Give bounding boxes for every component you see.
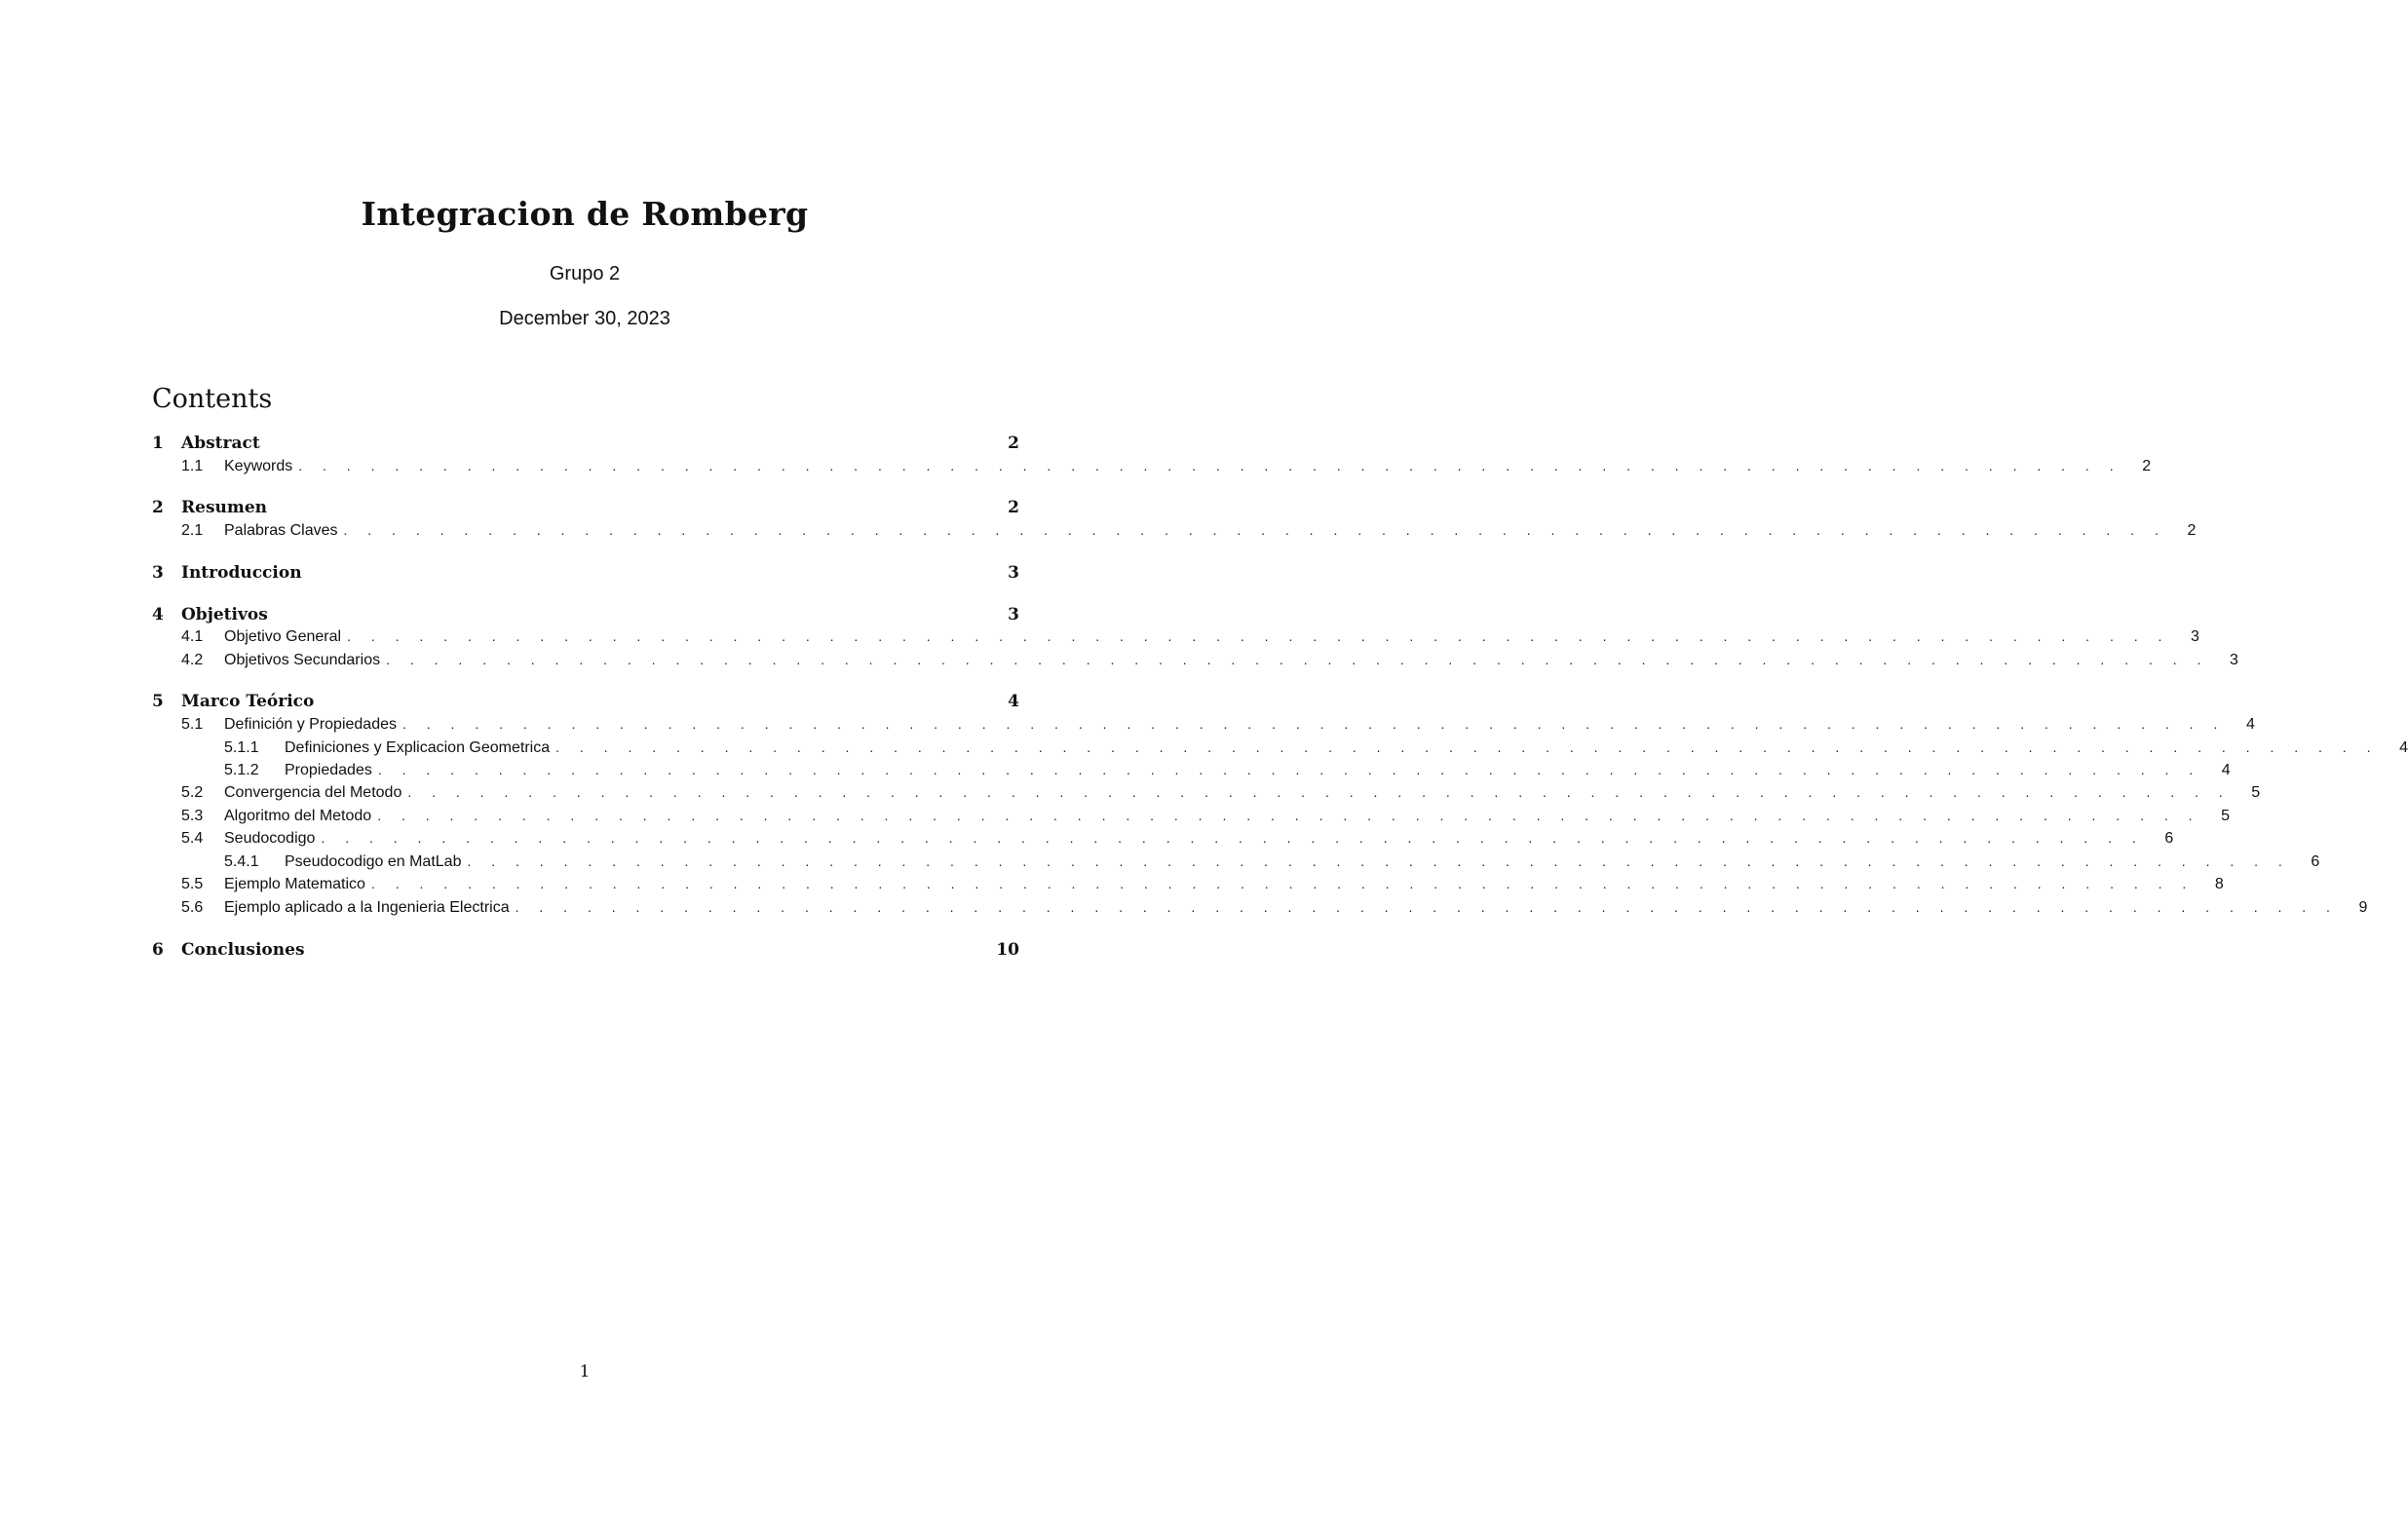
- toc-entry-palabras-claves[interactable]: [152, 522, 2197, 546]
- toc-number: 5.4.1: [224, 853, 259, 870]
- toc-entry-objetivo-general[interactable]: [152, 628, 2199, 652]
- toc-leader: . . . . . . . . . . . . . . . . . . . . . . . . . . . . . . . . . . . . . . . . . . . . . . . . . . . . . . . . . . . . . . . . . . . . . . . . . . . .: [467, 853, 2291, 869]
- toc-leader: . . . . . . . . . . . . . . . . . . . . . . . . . . . . . . . . . . . . . . . . . . . . . . . . . . . . . . . . . . . . . . . . . . . . . . . . . . . .: [321, 830, 2145, 846]
- toc-entry-definicion-propiedades[interactable]: [152, 716, 2255, 739]
- author: Grupo 2: [549, 263, 621, 284]
- toc-title: Objetivos Secundarios: [224, 652, 381, 668]
- toc-leader: . . . . . . . . . . . . . . . . . . . . . . . . . . . . . . . . . . . . . . . . . . . . . . . . . . . . . . . . . . . . . . . . . . . . . . . . . . . .: [343, 522, 2167, 538]
- toc-entry-objetivos-secundarios[interactable]: [152, 652, 2238, 675]
- toc-page: 4: [2399, 739, 2408, 756]
- toc-number: 4.1: [181, 628, 204, 645]
- toc-page: 2: [2187, 522, 2197, 539]
- toc-number: 5.4: [181, 830, 204, 847]
- toc-page: 6: [2311, 853, 2320, 870]
- toc-page: 4: [1008, 692, 1019, 711]
- toc-leader: . . . . . . . . . . . . . . . . . . . . . . . . . . . . . . . . . . . . . . . . . . . . . . . . . . . . . . . . . . . . . . . . . . . . . . . . . . . .: [402, 716, 2226, 732]
- toc-leader: . . . . . . . . . . . . . . . . . . . . . . . . . . . . . . . . . . . . . . . . . . . . . . . . . . . . . . . . . . . . . . . . . . . . . . . . . . . .: [515, 899, 2339, 915]
- toc-title: Palabras Claves: [224, 522, 338, 539]
- toc-leader: . . . . . . . . . . . . . . . . . . . . . . . . . . . . . . . . . . . . . . . . . . . . . . . . . . . . . . . . . . . . . . . . . . . . . . . . . . . .: [407, 784, 2232, 800]
- toc-title: Introduccion: [181, 563, 302, 583]
- toc-entry-abstract[interactable]: [152, 434, 1019, 457]
- toc-page: 9: [2358, 899, 2368, 916]
- toc-page: 4: [2245, 716, 2255, 733]
- toc-number: 4.2: [181, 652, 204, 668]
- toc-leader: . . . . . . . . . . . . . . . . . . . . . . . . . . . . . . . . . . . . . . . . . . . . . . . . . . . . . . . . . . . . . . . . . . . . . . . . . . . .: [370, 876, 2195, 891]
- toc-page: 3: [2191, 628, 2199, 645]
- toc-number: 6: [152, 940, 164, 960]
- toc-title: Definiciones y Explicacion Geometrica: [285, 739, 551, 756]
- toc-title: Conclusiones: [181, 940, 305, 960]
- toc-entry-seudocodigo[interactable]: [152, 830, 2174, 853]
- toc-entry-pseudocodigo-matlab[interactable]: [152, 853, 2320, 877]
- toc-title: Convergencia del Metodo: [224, 784, 402, 801]
- toc-page: 6: [2164, 830, 2174, 847]
- toc-title: Objetivos: [181, 605, 268, 624]
- date: December 30, 2023: [499, 308, 670, 329]
- toc-leader: . . . . . . . . . . . . . . . . . . . . . . . . . . . . . . . . . . . . . . . . . . . . . . . . . . . . . . . . . . . . . . . . . . . . . . . . . . . .: [386, 652, 2209, 667]
- toc-entry-introduccion[interactable]: [152, 563, 1019, 586]
- toc-page: 5: [2221, 808, 2231, 824]
- page-number: 1: [579, 1362, 591, 1381]
- toc-page: 2: [1008, 434, 1019, 453]
- toc-entry-ejemplo-ingenieria[interactable]: [152, 899, 2368, 923]
- toc-entry-convergencia[interactable]: [152, 784, 2261, 808]
- toc-page: 3: [1008, 563, 1019, 583]
- toc-title: Ejemplo Matematico: [224, 876, 365, 892]
- toc-title: Pseudocodigo en MatLab: [285, 853, 462, 870]
- toc-entry-objetivos[interactable]: [152, 605, 1019, 628]
- toc-number: 2.1: [181, 522, 204, 539]
- toc-page: 4: [2221, 762, 2231, 778]
- toc-number: 1: [152, 434, 164, 453]
- toc-title: Marco Teórico: [181, 692, 315, 711]
- toc-number: 5.5: [181, 876, 204, 892]
- toc-title: Ejemplo aplicado a la Ingenieria Electrica: [224, 899, 510, 916]
- toc-title: Seudocodigo: [224, 830, 316, 847]
- toc-page: 2: [2142, 458, 2152, 474]
- toc-entry-algoritmo[interactable]: [152, 808, 2231, 831]
- toc-leader: . . . . . . . . . . . . . . . . . . . . . . . . . . . . . . . . . . . . . . . . . . . . . . . . . . . . . . . . . . . . . . . . . . . . . . . . . . . .: [377, 762, 2201, 777]
- toc-title: Algoritmo del Metodo: [224, 808, 372, 824]
- toc-number: 5.1.1: [224, 739, 259, 756]
- toc-entry-ejemplo-matematico[interactable]: [152, 876, 2224, 899]
- toc-title: Objetivo General: [224, 628, 342, 645]
- toc-leader: . . . . . . . . . . . . . . . . . . . . . . . . . . . . . . . . . . . . . . . . . . . . . . . . . . . . . . . . . . . . . . . . . . . . . . . . . . . .: [555, 739, 2379, 755]
- toc-entry-keywords[interactable]: [152, 458, 2152, 481]
- toc-title: Definición y Propiedades: [224, 716, 397, 733]
- toc-page: 2: [1008, 498, 1019, 517]
- contents-heading: Contents: [152, 384, 273, 414]
- toc-page: 3: [2230, 652, 2238, 668]
- toc-leader: . . . . . . . . . . . . . . . . . . . . . . . . . . . . . . . . . . . . . . . . . . . . . . . . . . . . . . . . . . . . . . . . . . . . . . . . . . . .: [347, 628, 2170, 644]
- toc-number: 5.2: [181, 784, 204, 801]
- toc-title: Keywords: [224, 458, 293, 474]
- toc-entry-marco-teorico[interactable]: [152, 692, 1019, 715]
- toc-number: 2: [152, 498, 164, 517]
- toc-number: 5.3: [181, 808, 204, 824]
- toc-number: 1.1: [181, 458, 204, 474]
- toc-page: 10: [996, 940, 1019, 960]
- toc-title: Propiedades: [285, 762, 372, 778]
- toc-page: 5: [2251, 784, 2261, 801]
- toc-page: 8: [2214, 876, 2224, 892]
- toc-number: 5.1.2: [224, 762, 259, 778]
- toc-leader: . . . . . . . . . . . . . . . . . . . . . . . . . . . . . . . . . . . . . . . . . . . . . . . . . . . . . . . . . . . . . . . . . . . . . . . . . . . .: [298, 458, 2122, 473]
- toc-leader: . . . . . . . . . . . . . . . . . . . . . . . . . . . . . . . . . . . . . . . . . . . . . . . . . . . . . . . . . . . . . . . . . . . . . . . . . . . .: [377, 808, 2201, 823]
- toc-entry-propiedades[interactable]: [152, 762, 2231, 785]
- toc-number: 5: [152, 692, 164, 711]
- document-title: Integracion de Romberg: [361, 195, 809, 233]
- toc-entry-conclusiones[interactable]: [152, 940, 1019, 964]
- toc-number: 3: [152, 563, 164, 583]
- toc-entry-definiciones-explicacion[interactable]: [152, 739, 2408, 763]
- toc-number: 4: [152, 605, 164, 624]
- toc-number: 5.6: [181, 899, 204, 916]
- toc-entry-resumen[interactable]: [152, 498, 1019, 521]
- toc-title: Resumen: [181, 498, 268, 517]
- toc-page: 3: [1008, 605, 1019, 624]
- toc-number: 5.1: [181, 716, 204, 733]
- toc-title: Abstract: [181, 434, 260, 453]
